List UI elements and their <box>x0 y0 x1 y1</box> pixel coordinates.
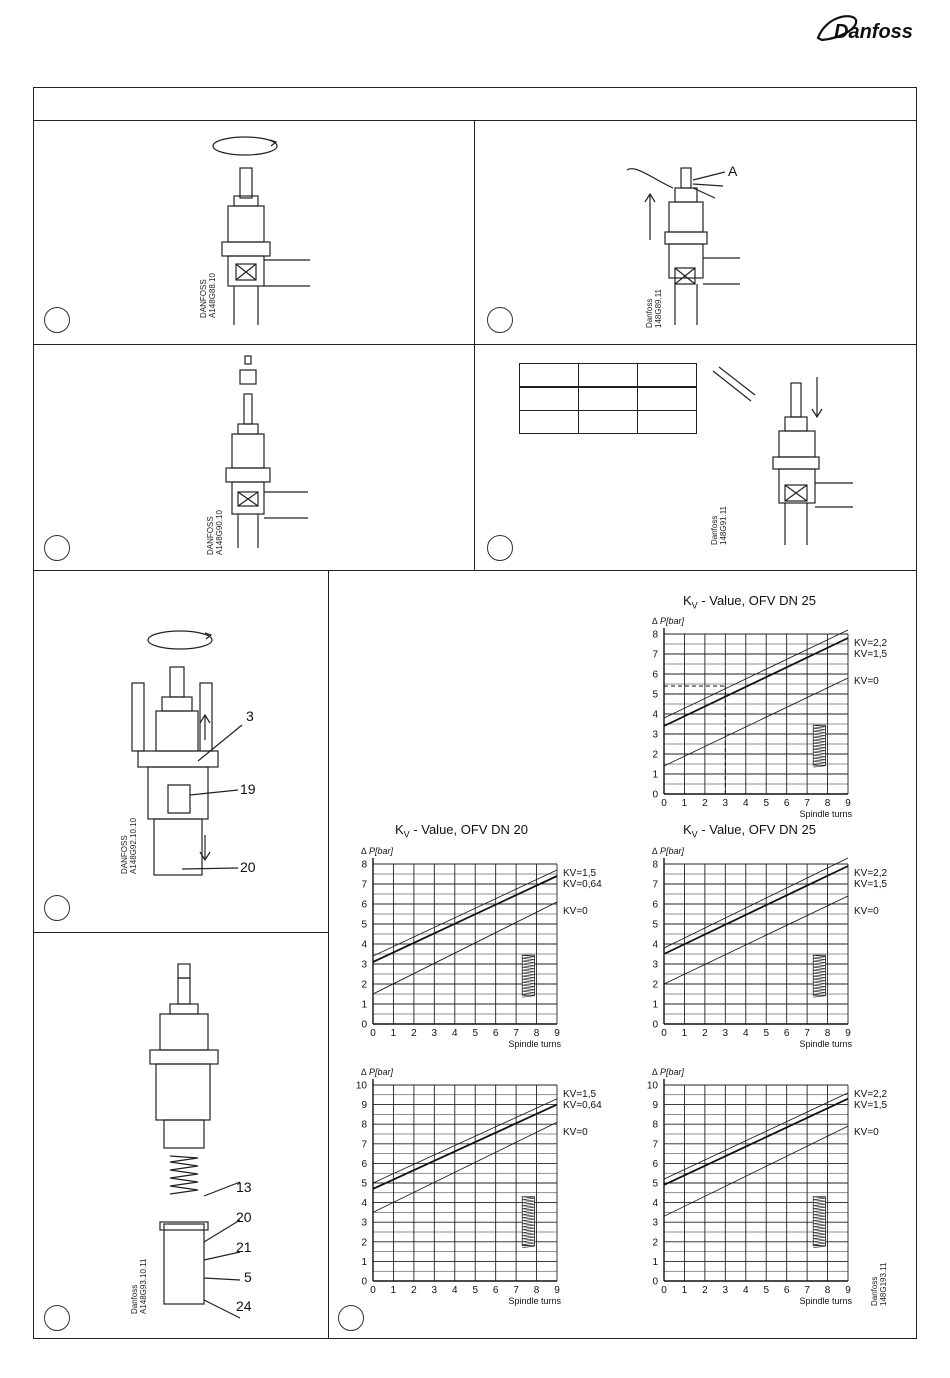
y-tick-label: 2 <box>652 1237 658 1249</box>
y-tick-label: 2 <box>361 1237 367 1249</box>
y-tick-label: 3 <box>652 1217 658 1229</box>
y-tick-label: 4 <box>652 1198 658 1210</box>
series-label: KV=0,64 <box>563 1100 602 1111</box>
x-tick-label: 8 <box>533 1285 540 1296</box>
x-tick-label: 0 <box>661 1285 667 1296</box>
y-tick-label: 9 <box>361 1100 367 1112</box>
y-tick-label: 1 <box>652 1256 658 1268</box>
series-label: KV=0,64 <box>563 879 602 890</box>
x-axis-label: Spindle turns <box>799 809 852 819</box>
x-tick-label: 1 <box>390 1285 397 1296</box>
y-tick-label: 2 <box>652 979 658 991</box>
y-axis-label: ∆ P[bar] <box>361 1067 394 1077</box>
y-tick-label: 3 <box>361 959 367 971</box>
y-tick-label: 1 <box>361 999 367 1011</box>
x-tick-label: 9 <box>554 1028 560 1039</box>
y-tick-label: 8 <box>652 1119 658 1131</box>
part-label: 20 <box>240 859 256 875</box>
x-tick-label: 3 <box>431 1028 438 1039</box>
drawing-code: DANFOSS A148G88.10 <box>199 273 217 318</box>
y-tick-label: 6 <box>652 669 658 681</box>
series-label: KV=0 <box>854 1127 879 1138</box>
y-tick-label: 1 <box>652 769 658 781</box>
x-tick-label: 4 <box>451 1028 458 1039</box>
x-tick-label: 9 <box>845 1285 851 1296</box>
x-tick-label: 8 <box>824 1028 831 1039</box>
x-tick-label: 2 <box>702 798 708 809</box>
x-tick-label: 6 <box>783 1285 790 1296</box>
x-tick-label: 6 <box>783 798 790 809</box>
x-tick-label: 5 <box>763 798 770 809</box>
x-tick-label: 6 <box>492 1285 499 1296</box>
x-tick-label: 4 <box>742 1028 749 1039</box>
y-tick-label: 4 <box>361 1198 367 1210</box>
y-tick-label: 6 <box>652 1158 658 1170</box>
series-label: KV=0 <box>854 906 879 917</box>
x-axis-label: Spindle turns <box>508 1296 561 1306</box>
x-tick-label: 3 <box>722 798 729 809</box>
y-tick-label: 4 <box>652 709 658 721</box>
x-tick-label: 4 <box>451 1285 458 1296</box>
y-tick-label: 8 <box>652 629 658 641</box>
x-tick-label: 5 <box>763 1028 770 1039</box>
x-tick-label: 0 <box>661 798 667 809</box>
x-tick-label: 4 <box>742 798 749 809</box>
y-tick-label: 0 <box>361 1019 367 1031</box>
series-label: KV=1,5 <box>854 879 888 890</box>
drawing-code: Danfoss 148G91.11 <box>710 506 728 545</box>
y-tick-label: 3 <box>652 959 658 971</box>
y-axis-label: ∆ P[bar] <box>652 616 685 626</box>
chart-title: $K_V$ - Value, OFV DN 25 <box>683 822 816 840</box>
series-label: KV=1,5 <box>563 1089 597 1100</box>
x-tick-label: 8 <box>533 1028 540 1039</box>
y-tick-label: 5 <box>361 1178 367 1190</box>
x-tick-label: 0 <box>370 1285 376 1296</box>
series-label: KV=0 <box>563 1127 588 1138</box>
x-tick-label: 5 <box>472 1285 479 1296</box>
x-tick-label: 7 <box>804 1028 810 1039</box>
y-tick-label: 6 <box>361 1158 367 1170</box>
x-tick-label: 9 <box>845 1028 851 1039</box>
y-tick-label: 5 <box>652 1178 658 1190</box>
y-tick-label: 7 <box>652 649 658 661</box>
x-tick-label: 8 <box>824 1285 831 1296</box>
x-tick-label: 7 <box>804 798 810 809</box>
part-label: 5 <box>244 1269 252 1285</box>
part-label: 21 <box>236 1239 252 1255</box>
y-axis-label: ∆ P[bar] <box>361 846 394 856</box>
x-tick-label: 1 <box>681 798 688 809</box>
x-tick-label: 2 <box>702 1028 708 1039</box>
series-line <box>664 1093 848 1179</box>
y-tick-label: 2 <box>652 749 658 761</box>
y-tick-label: 1 <box>652 999 658 1011</box>
y-tick-label: 5 <box>652 689 658 701</box>
drawing-code: Danfoss 148G89.11 <box>645 289 663 328</box>
x-tick-label: 4 <box>742 1285 749 1296</box>
callout-label: A <box>728 163 738 179</box>
y-tick-label: 3 <box>361 1217 367 1229</box>
x-tick-label: 3 <box>722 1285 729 1296</box>
y-tick-label: 7 <box>652 1139 658 1151</box>
y-tick-label: 7 <box>652 879 658 891</box>
y-tick-label: 7 <box>361 879 367 891</box>
drawing-code: Danfoss 148G193.11 <box>870 1262 888 1306</box>
y-tick-label: 8 <box>361 859 367 871</box>
y-tick-label: 3 <box>652 729 658 741</box>
y-tick-label: 6 <box>361 899 367 911</box>
drawing-code: Danfoss A148G93.10.11 <box>130 1258 148 1314</box>
drawing-code: DANFOSS A148G92.10.10 <box>120 817 138 874</box>
x-tick-label: 6 <box>492 1028 499 1039</box>
y-tick-label: 0 <box>652 789 658 801</box>
y-tick-label: 4 <box>361 939 367 951</box>
x-tick-label: 5 <box>763 1285 770 1296</box>
series-line <box>664 1099 848 1185</box>
drawing-code: DANFOSS A148G90.10 <box>206 510 224 555</box>
x-tick-label: 7 <box>513 1285 519 1296</box>
x-tick-label: 9 <box>845 798 851 809</box>
x-tick-label: 1 <box>390 1028 397 1039</box>
x-tick-label: 2 <box>411 1028 417 1039</box>
x-tick-label: 6 <box>783 1028 790 1039</box>
x-tick-label: 1 <box>681 1285 688 1296</box>
series-label: KV=1,5 <box>563 868 597 879</box>
chart-title: $K_V$ - Value, OFV DN 25 <box>683 593 816 611</box>
x-tick-label: 2 <box>702 1285 708 1296</box>
y-tick-label: 1 <box>361 1256 367 1268</box>
y-tick-label: 8 <box>361 1119 367 1131</box>
y-tick-label: 2 <box>361 979 367 991</box>
x-tick-label: 9 <box>554 1285 560 1296</box>
x-axis-label: Spindle turns <box>799 1296 852 1306</box>
y-tick-label: 4 <box>652 939 658 951</box>
y-tick-label: 8 <box>652 859 658 871</box>
x-tick-label: 0 <box>370 1028 376 1039</box>
series-label: KV=0 <box>854 676 879 687</box>
x-tick-label: 0 <box>661 1028 667 1039</box>
y-tick-label: 5 <box>361 919 367 931</box>
y-tick-label: 10 <box>646 1080 658 1092</box>
chart-title: $K_V$ - Value, OFV DN 20 <box>395 822 528 840</box>
part-label: 13 <box>236 1179 252 1195</box>
x-tick-label: 7 <box>804 1285 810 1296</box>
series-label: KV=2,2 <box>854 1089 888 1100</box>
y-tick-label: 0 <box>361 1276 367 1288</box>
part-label: 19 <box>240 781 256 797</box>
series-label: KV=0 <box>563 906 588 917</box>
part-label: 24 <box>236 1298 252 1314</box>
y-axis-label: ∆ P[bar] <box>652 846 685 856</box>
series-label: KV=2,2 <box>854 868 888 879</box>
part-label: 20 <box>236 1209 252 1225</box>
x-tick-label: 2 <box>411 1285 417 1296</box>
x-tick-label: 1 <box>681 1028 688 1039</box>
y-axis-label: ∆ P[bar] <box>652 1067 685 1077</box>
y-tick-label: 0 <box>652 1019 658 1031</box>
y-tick-label: 9 <box>652 1100 658 1112</box>
x-axis-label: Spindle turns <box>508 1039 561 1049</box>
y-tick-label: 7 <box>361 1139 367 1151</box>
series-label: KV=1,5 <box>854 649 888 660</box>
y-tick-label: 10 <box>355 1080 367 1092</box>
series-label: KV=2,2 <box>854 638 888 649</box>
x-tick-label: 3 <box>722 1028 729 1039</box>
y-tick-label: 5 <box>652 919 658 931</box>
x-tick-label: 3 <box>431 1285 438 1296</box>
y-tick-label: 0 <box>652 1276 658 1288</box>
logo-wordmark: Danfoss <box>834 21 913 43</box>
x-tick-label: 7 <box>513 1028 519 1039</box>
x-axis-label: Spindle turns <box>799 1039 852 1049</box>
y-tick-label: 6 <box>652 899 658 911</box>
series-label: KV=1,5 <box>854 1100 888 1111</box>
x-tick-label: 8 <box>824 798 831 809</box>
x-tick-label: 5 <box>472 1028 479 1039</box>
part-label: 3 <box>246 708 254 724</box>
